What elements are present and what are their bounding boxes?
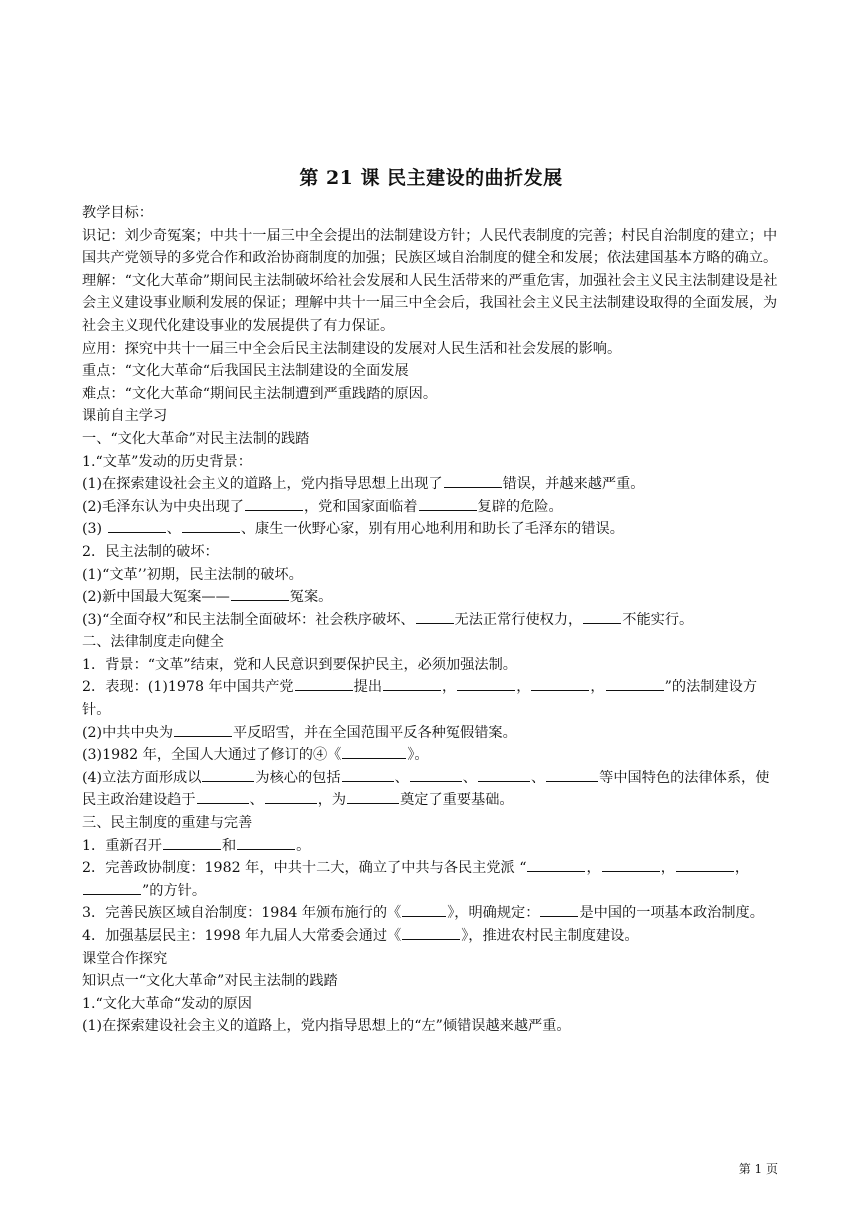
text-segment: 、 [249,792,264,809]
fill-blank[interactable] [342,744,406,759]
fill-blank[interactable] [676,857,734,872]
page-number: 第 1 页 [738,1162,778,1176]
text-line: (1)“文革’’初期，民主法制的破坏。 [82,566,303,583]
fill-blank[interactable] [295,676,353,691]
document-page [82,163,780,1038]
text-segment: ”的法制建设方针。 [82,679,758,719]
text-segment: ，为 [317,792,347,809]
text-line [82,925,780,948]
text-segment: (2)毛泽东认为中央出现了 [82,498,244,515]
text-segment: (1)在探索建设社会主义的道路上，党内指导思想上出现了 [82,476,443,493]
fill-blank[interactable] [410,767,462,782]
text-line [82,676,780,721]
text-segment: ， [586,860,601,877]
text-line: 1.“文化大革命“发动的原因 [82,995,252,1012]
text-line: 难点：“文化大革命“期间民主法制遭到严重践踏的原因。 [82,385,438,402]
section-heading: 课前自主学习 [82,408,168,425]
fill-blank[interactable] [546,767,598,782]
fill-blank[interactable] [202,767,254,782]
text-segment: 奠定了重要基础。 [400,792,514,809]
fill-blank[interactable] [83,880,141,895]
text-segment: (2)新中国最大冤案—— [82,589,230,606]
fill-blank[interactable] [402,925,460,940]
fill-blank[interactable] [540,902,578,917]
text-segment: 和 [221,837,237,854]
fill-blank[interactable] [419,496,477,511]
text-segment: ， [734,860,750,877]
text-segment: 》，明确规定： [447,905,540,922]
text-segment: 、 [166,521,181,538]
text-line: 理解：“文化大革命”期间民主法制破坏给社会发展和人民生活带来的严重危害，加强社会主义民主法制建设是社会主义建设事业顺利发展的保证；理解中共十一届三中全会后，我国社会主义民主法制建设取得的全面发展，为社会主义现代化建设事业的发展提供了有力保证。 [82,272,778,334]
fill-blank[interactable] [265,789,317,804]
text-line [82,518,780,541]
text-segment: ”的方针。 [142,882,207,899]
fill-blank[interactable] [527,857,585,872]
text-line: 识记：刘少奇冤案；中共十一届三中全会提出的法制建设方针；人民代表制度的完善；村民自治制度的建立；中国共产党领导的多党合作和政治协商制度的加强；民族区域自治制度的健全和发展；依法建国基本方略的确立。 [82,227,778,267]
text-segment: 、 [530,769,546,786]
text-segment: 。 [296,837,311,854]
text-line [82,902,780,925]
fill-blank[interactable] [416,609,454,624]
fill-blank[interactable] [402,902,446,917]
fill-blank[interactable] [383,676,441,691]
text-line [82,744,780,767]
text-segment: (3) [82,521,107,538]
text-line [82,496,780,519]
text-segment: 、康生一伙野心家，别有用心地利用和助长了毛泽东的错误。 [240,521,624,538]
text-segment: (3)“全面夺权”和民主法制全面破坏：社会秩序破坏、 [82,611,415,628]
text-segment: 为核心的包括 [255,769,341,786]
fill-blank[interactable] [583,609,621,624]
fill-blank[interactable] [182,518,240,533]
fill-blank[interactable] [602,857,660,872]
text-segment: 等中国特色的法律体系，使民主政治建设趋于 [82,769,770,809]
fill-blank[interactable] [245,496,303,511]
text-line: 2．民主法制的破坏： [82,543,219,560]
text-segment: ， [516,679,531,696]
fill-blank[interactable] [342,767,394,782]
text-segment: 》。 [407,747,429,764]
text-line: 重点：“文化大革命“后我国民主法制建设的全面发展 [82,363,409,380]
fill-blank[interactable] [531,676,589,691]
fill-blank[interactable] [237,835,295,850]
text-line [82,767,780,812]
text-line [82,473,780,496]
text-segment: 2．完善政协制度：1982 年，中共十二大，确立了中共与各民主党派 “ [82,860,527,877]
text-segment: 、 [462,769,477,786]
section-heading: 课堂合作探究 [82,950,168,967]
text-segment: 4．加强基层民主：1998 年九届人大常委会通过《 [82,928,402,944]
text-segment: 平反昭雪，并在全国范围平反各种冤假错案。 [233,724,517,741]
section-heading: 二、法律制度走向健全 [82,634,224,651]
text-segment: 1．重新召开 [82,837,162,854]
text-line: 应用：探究中共十一届三中全会后民主法制建设的发展对人民生活和社会发展的影响。 [82,340,622,357]
fill-blank[interactable] [457,676,515,691]
text-segment: 提出 [353,679,383,696]
text-line [82,857,780,902]
text-segment: ， [590,679,605,696]
fill-blank[interactable] [606,676,664,691]
text-line [82,835,780,858]
fill-blank[interactable] [444,473,502,488]
fill-blank[interactable] [197,789,249,804]
fill-blank[interactable] [231,586,289,601]
text-segment: 是中国的一项基本政治制度。 [579,905,764,922]
text-line: 1．背景：“文革”结束，党和人民意识到要保护民主，必须加强法制。 [82,656,517,673]
text-segment: 错误，并越来越严重。 [502,476,645,493]
text-segment: 3．完善民族区域自治制度：1984 年颁布施行的《 [82,905,402,922]
page-title: 第 21 课 民主建设的曲折发展 [299,167,563,189]
fill-blank[interactable] [163,835,221,850]
text-segment: (4)立法方面形成以 [82,769,202,786]
text-line [82,722,780,745]
section-heading: 一、“文化大革命”对民主法制的践踏 [82,430,310,447]
text-segment: 冤案。 [289,589,333,606]
text-line: 知识点一“文化大革命”对民主法制的践踏 [82,973,338,990]
text-line [82,609,780,632]
text-line [82,586,780,609]
text-line: (1)在探索建设社会主义的道路上，党内指导思想上的“左”倾错误越来越严重。 [82,1018,571,1035]
section-heading: 三、民主制度的重建与完善 [82,815,253,832]
text-segment: ， [660,860,675,877]
text-segment: (2)中共中央为 [82,724,174,741]
text-segment: ， [442,679,457,696]
fill-blank[interactable] [174,722,232,737]
text-segment: 、 [394,769,409,786]
fill-blank[interactable] [347,789,399,804]
text-line: 1.“文革”发动的历史背景： [82,453,252,470]
text-segment: 》，推进农村民主制度建设。 [461,928,639,944]
fill-blank[interactable] [478,767,530,782]
text-segment: 2．表现：(1)1978 年中国共产党 [82,679,294,696]
text-segment: 无法正常行使权力， [454,611,583,628]
text-line: 教学目标： [82,205,153,221]
text-segment: (3)1982 年，全国人大通过了修订的④《 [82,747,342,764]
fill-blank[interactable] [108,518,166,533]
text-segment: 复辟的危险。 [477,498,563,515]
text-segment: ，党和国家面临着 [303,498,418,515]
text-segment: 不能实行。 [622,611,694,628]
